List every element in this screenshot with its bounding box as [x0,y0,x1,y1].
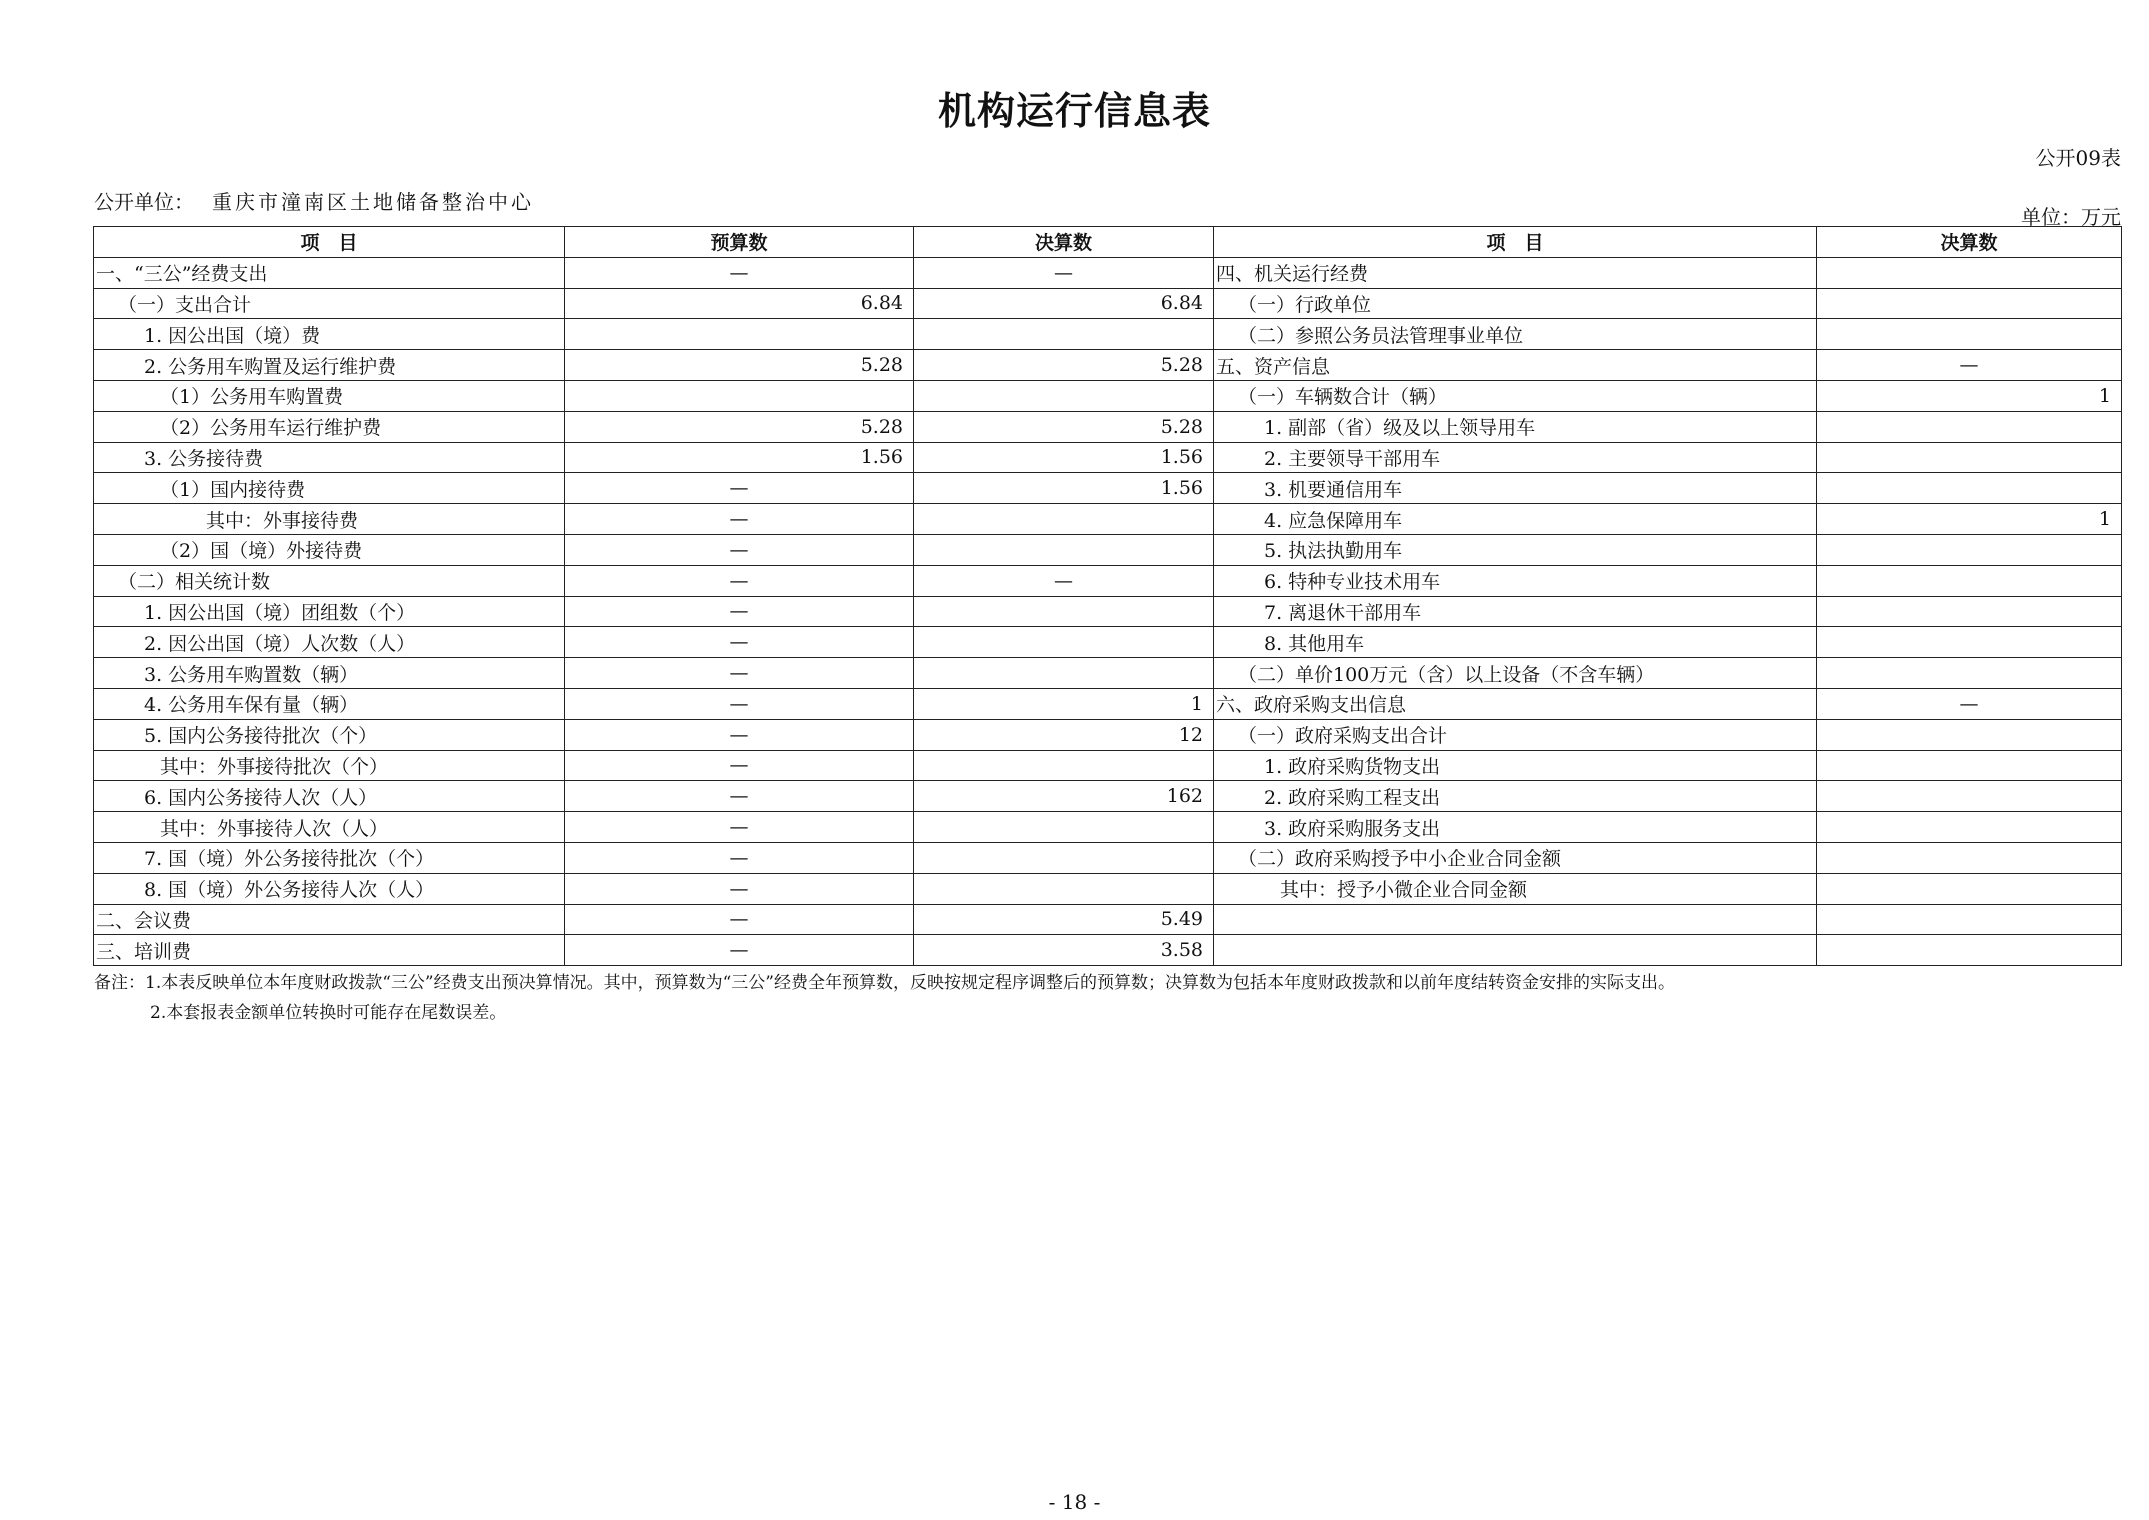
header-right-final: 决算数 [1817,227,2122,258]
table-row [94,904,2122,935]
table-number: 公开09表 [2035,146,2121,170]
table-header-row [94,227,2122,258]
row-final-value [914,627,1214,658]
row-right-value [1817,781,2122,812]
row-budget-value: — [565,257,914,288]
info-table [93,226,2122,966]
row-right-value [1817,719,2122,750]
table-row [94,750,2122,781]
row-right-value [1817,473,2122,504]
page-title: 机构运行信息表 [937,89,1211,133]
row-right-label: （一）政府采购支出合计 [1214,719,1817,750]
row-right-value [1817,565,2122,596]
row-left-label: 1. 因公出国（境）费 [94,319,565,350]
row-left-label: （1）国内接待费 [94,473,565,504]
row-final-value: 5.28 [914,350,1214,381]
row-right-label: 2. 主要领导干部用车 [1214,442,1817,473]
row-left-label: 4. 公务用车保有量（辆） [94,688,565,719]
row-right-value [1817,319,2122,350]
money-unit: 单位：万元 [2021,205,2121,229]
row-budget-value: 5.28 [565,350,914,381]
row-right-label: 5. 执法执勤用车 [1214,534,1817,565]
row-right-label: （一）车辆数合计（辆） [1214,380,1817,411]
table-row [94,627,2122,658]
row-budget-value: — [565,873,914,904]
row-left-label: 6. 国内公务接待人次（人） [94,781,565,812]
row-right-value [1817,750,2122,781]
row-right-value: 1 [1817,380,2122,411]
row-right-label [1214,935,1817,966]
row-right-label: 3. 机要通信用车 [1214,473,1817,504]
row-right-value [1817,411,2122,442]
row-right-value [1817,627,2122,658]
row-budget-value [565,380,914,411]
row-right-label [1214,904,1817,935]
row-final-value [914,596,1214,627]
row-final-value: 1.56 [914,442,1214,473]
row-final-value [914,873,1214,904]
row-final-value [914,504,1214,535]
reporting-unit-label: 公开单位： [94,190,194,214]
table-row [94,504,2122,535]
table-row [94,473,2122,504]
row-right-value [1817,257,2122,288]
row-right-value [1817,935,2122,966]
reporting-unit-value: 重庆市潼南区土地储备整治中心 [212,190,534,214]
row-right-label: 3. 政府采购服务支出 [1214,812,1817,843]
row-budget-value: — [565,473,914,504]
row-right-value [1817,658,2122,689]
row-budget-value: — [565,719,914,750]
row-left-label: 其中：外事接待费 [94,504,565,535]
row-left-label: 其中：外事接待人次（人） [94,812,565,843]
row-final-value: 162 [914,781,1214,812]
row-budget-value: — [565,565,914,596]
table-body [94,257,2122,965]
row-right-label: 1. 政府采购货物支出 [1214,750,1817,781]
row-left-label: 3. 公务用车购置数（辆） [94,658,565,689]
row-right-label: 2. 政府采购工程支出 [1214,781,1817,812]
row-budget-value: — [565,534,914,565]
row-right-label: 7. 离退休干部用车 [1214,596,1817,627]
row-final-value [914,658,1214,689]
table-row [94,596,2122,627]
row-final-value: — [914,257,1214,288]
row-right-label: 6. 特种专业技术用车 [1214,565,1817,596]
row-budget-value: — [565,812,914,843]
row-left-label: （1）公务用车购置费 [94,380,565,411]
row-right-value [1817,904,2122,935]
row-right-label: （二）参照公务员法管理事业单位 [1214,319,1817,350]
row-budget-value: 5.28 [565,411,914,442]
row-left-label: （一）支出合计 [94,288,565,319]
row-left-label: 一、“三公”经费支出 [94,257,565,288]
row-final-value [914,750,1214,781]
row-right-label: 8. 其他用车 [1214,627,1817,658]
table-row [94,781,2122,812]
row-left-label: （二）相关统计数 [94,565,565,596]
row-right-value [1817,842,2122,873]
row-left-label: 7. 国（境）外公务接待批次（个） [94,842,565,873]
table-row [94,812,2122,843]
row-budget-value: — [565,750,914,781]
table-row [94,350,2122,381]
row-right-label: 六、政府采购支出信息 [1214,688,1817,719]
row-final-value [914,812,1214,843]
row-right-label: （一）行政单位 [1214,288,1817,319]
row-left-label: 3. 公务接待费 [94,442,565,473]
row-left-label: 2. 公务用车购置及运行维护费 [94,350,565,381]
row-left-label: 8. 国（境）外公务接待人次（人） [94,873,565,904]
row-final-value: 5.49 [914,904,1214,935]
header-final: 决算数 [914,227,1214,258]
row-left-label: 5. 国内公务接待批次（个） [94,719,565,750]
row-right-label: （二）政府采购授予中小企业合同金额 [1214,842,1817,873]
row-budget-value: — [565,504,914,535]
table-row [94,565,2122,596]
row-final-value: 1 [914,688,1214,719]
header-right-item: 项 目 [1214,227,1817,258]
row-right-value: — [1817,688,2122,719]
row-budget-value: — [565,627,914,658]
row-left-label: （2）公务用车运行维护费 [94,411,565,442]
table-row [94,319,2122,350]
row-budget-value [565,319,914,350]
table-row [94,411,2122,442]
row-right-label: 4. 应急保障用车 [1214,504,1817,535]
row-budget-value: — [565,842,914,873]
row-right-value [1817,873,2122,904]
row-final-value: 1.56 [914,473,1214,504]
row-budget-value: — [565,596,914,627]
table-row [94,658,2122,689]
page-number: - 18 - [1048,1490,1101,1514]
row-final-value: 12 [914,719,1214,750]
row-final-value: 6.84 [914,288,1214,319]
row-left-label: 2. 因公出国（境）人次数（人） [94,627,565,658]
table-row [94,935,2122,966]
row-budget-value: 1.56 [565,442,914,473]
row-final-value [914,319,1214,350]
row-left-label: 其中：外事接待批次（个） [94,750,565,781]
row-right-value [1817,442,2122,473]
table-row [94,257,2122,288]
row-right-value [1817,288,2122,319]
row-right-label: 1. 副部（省）级及以上领导用车 [1214,411,1817,442]
table-row [94,534,2122,565]
row-right-label: 其中：授予小微企业合同金额 [1214,873,1817,904]
row-left-label: 1. 因公出国（境）团组数（个） [94,596,565,627]
row-budget-value: 6.84 [565,288,914,319]
row-final-value [914,842,1214,873]
row-budget-value: — [565,935,914,966]
row-right-value: 1 [1817,504,2122,535]
row-right-label: 五、资产信息 [1214,350,1817,381]
row-right-value [1817,812,2122,843]
table-row [94,380,2122,411]
row-left-label: 二、会议费 [94,904,565,935]
table-row [94,873,2122,904]
row-final-value [914,380,1214,411]
table-row [94,288,2122,319]
table-row [94,688,2122,719]
row-budget-value: — [565,688,914,719]
row-final-value: — [914,565,1214,596]
row-budget-value: — [565,904,914,935]
row-final-value: 3.58 [914,935,1214,966]
row-right-value [1817,596,2122,627]
row-right-label: （二）单价100万元（含）以上设备（不含车辆） [1214,658,1817,689]
row-right-label: 四、机关运行经费 [1214,257,1817,288]
notes [94,968,1675,1028]
reporting-unit [94,186,534,215]
table-row [94,442,2122,473]
row-final-value [914,534,1214,565]
table-row [94,719,2122,750]
row-right-value: — [1817,350,2122,381]
row-left-label: （2）国（境）外接待费 [94,534,565,565]
header-budget: 预算数 [565,227,914,258]
table-row [94,842,2122,873]
row-budget-value: — [565,781,914,812]
row-final-value: 5.28 [914,411,1214,442]
row-budget-value: — [565,658,914,689]
row-right-value [1817,534,2122,565]
note-1: 备注：1.本表反映单位本年度财政拨款“三公”经费支出预决算情况。其中，预算数为“三公”经费全年预算数，反映按规定程序调整后的预算数；决算数为包括本年度财政拨款和以前年度结转资金安排的实际支出。 [94,973,1675,993]
header-left-item: 项 目 [94,227,565,258]
row-left-label: 三、培训费 [94,935,565,966]
note-2: 2.本套报表金额单位转换时可能存在尾数误差。 [150,1003,507,1023]
